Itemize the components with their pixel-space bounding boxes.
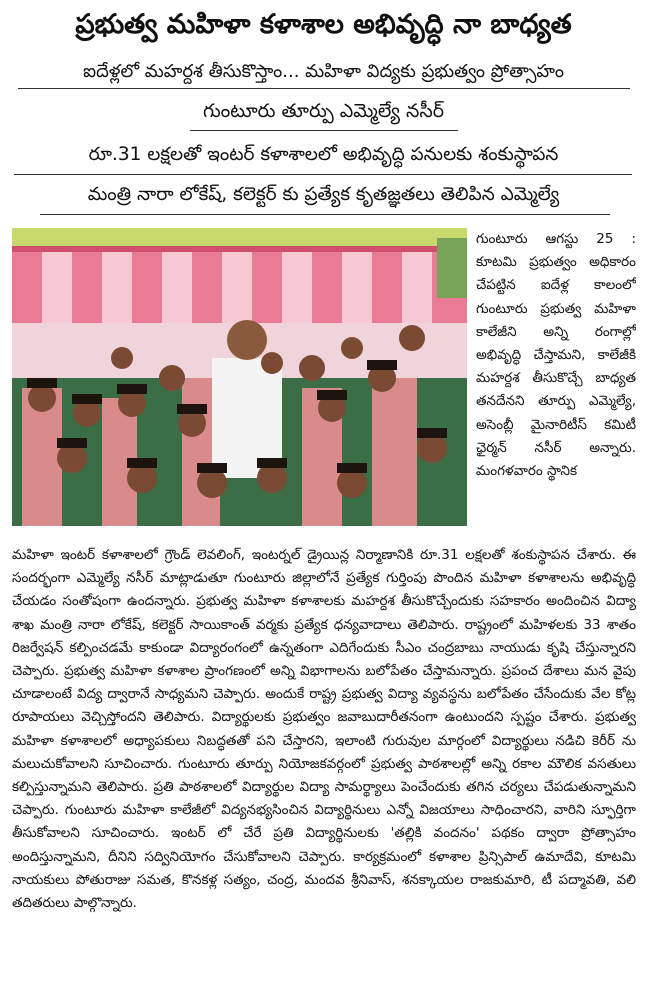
article-body: మహిళా ఇంటర్ కళాశాలలో గ్రౌండ్ లెవలింగ్, ఇంటర్నల్ డ్రైయిన్ల నిర్మాణానికి రూ.31 లక్షలతో శంకుస్థాపన చేశారు. ఈ సందర్భంగా ఎమ్మెల్యే నసీర్ మాట్లాడుతూ గుంటూరు జిల్లాలోనే ప్రత్యేక గుర్తింపు పొందిన మహిళా కళాశాలను అభివృద్ధి చేయడం సంతోషంగా ఉందన్నారు. ప్రభుత్వ మహిళా కళాశాలకు మహర్దశ తీసుకొచ్చేందుకు సహకారం అందించిన విద్యా శాఖ మంత్రి నారా లోకేష్, కలెక్టర్ సాయికాంత్ వర్మకు ప్రత్యేక ధన్యవాదాలు తెలిపారు. రాష్ట్రంలో మహిళలకు 33 శాతం రిజర్వేషన్ కల్పించడమే కాకుండా విద్యారంగంలో ఉన్నతంగా ఎదిగేందుకు సీఎం చంద్రబాబు నాయుడు కృషి చేస్తున్నారని చెప్పారు. ప్రభుత్వ మహిళా కళాశాల ప్రాంగణంలో అన్ని విభాగాలను బలోపేతం చేస్తామన్నారు. ప్రపంచ దేశాలు మన వైపు చూడాలంటే విద్య ద్వారానే సాధ్యమని చెప్పారు. అందుకే రాష్ట్ర ప్రభుత్వ విద్యా వ్యవస్థను బలోపేతం చేసేందుకు వేల కోట్ల రూపాయలు వెచ్చిస్తోందని తెలిపారు. విద్యార్థులకు ప్రభుత్వం జవాబుదారీతనంగా ఉంటుందని స్పష్టం చేశారు. ప్రభుత్వ మహిళా కళాశాలలో అధ్యాపకులు నిబద్ధతతో పని చేస్తారని, ఇలాంటి గురువుల మార్గంలో విద్యార్థులు నడిచి కెరీర్ ను మలుచుకోవాలని సూచించారు. గుంటూరు తూర్పు నియోజకవర్గంలో ప్రభుత్వ పాఠశాలల్లో అన్ని రకాల మౌలిక వసతులు కల్పిస్తున్నామని తెలిపారు. ప్రతి పాఠశాలలో విద్యార్థుల విద్యా సామర్థ్యాలు పెంచేందుకు తగిన చర్యలు చేపడుతున్నామని చెప్పారు. గుంటూరు మహిళా కాలేజీలో విద్యనభ్యసించిన విద్యార్థినులు ఎన్నో విజయాలు సాధించారని, వారిని స్ఫూర్తిగా తీసుకోవాలని సూచించారు. ఇంటర్ లో చేరే ప్రతి విద్యార్థినులకు 'తల్లికి వందనం' పథకం ద్వారా ప్రోత్సాహం అందిస్తున్నామని, దీనిని సద్వినియోగం చేసుకోవాలని చెప్పారు. కార్యక్రమంలో కళాశాల ప్రిన్సిపాల్ ఉమాదేవి, కూటమి నాయకులు పోతురాజు సమత, కొనకళ్ల సత్యం, చంద్ర, మందవ శ్రీనివాస్, శనక్కాయల రాజకుమారి, టీ పద్మావతి, వలి తదితరులు పాల్గొన్నారు. — [12, 547, 636, 912]
subheadline-2: గుంటూరు తూర్పు ఎమ్మెల్యే నసీర్ — [203, 100, 444, 122]
divider — [40, 214, 610, 215]
divider — [18, 88, 630, 89]
news-photo — [12, 228, 467, 526]
article-column: గుంటూరు ఆగస్టు 25 : కూటమి ప్రభుత్వం అధికారం చేపట్టిన ఐదేళ్ల కాలంలో గుంటూరు ప్రభుత్వ మహిళా కాలేజీని అన్ని రంగాల్లో అభివృద్ధి చేస్తామని, కాలేజీకి మహర్దశ తీసుకొచ్చే బాధ్యత తనదేనని తూర్పు ఎమ్మెల్యే, అసెంబ్లీ మైనారిటీస్ కమిటీ ఛైర్మన్ నసీర్ అన్నారు. మంగళవారం స్థానిక — [476, 231, 636, 480]
subheadline-1: ఐదేళ్లలో మహర్దశ తీసుకొస్తాం... మహిళా విద్యకు ప్రభుత్వం ప్రోత్సాహం — [83, 61, 564, 82]
subheadline-3: రూ.31 లక్షలతో ఇంటర్ కళాశాలలో అభివృద్ధి పనులకు శంకుస్థాపన — [88, 144, 559, 165]
divider — [14, 174, 632, 175]
group-photo-icon — [12, 228, 467, 526]
main-headline: ప్రభుత్వ మహిళా కళాశాల అభివృద్ధి నా బాధ్యత — [75, 9, 572, 40]
subheadline-4: మంత్రి నారా లోకేష్, కలెక్టర్ కు ప్రత్యేక కృతజ్ఞతలు తెలిపిన ఎమ్మెల్యే — [87, 184, 560, 205]
divider — [190, 130, 458, 131]
